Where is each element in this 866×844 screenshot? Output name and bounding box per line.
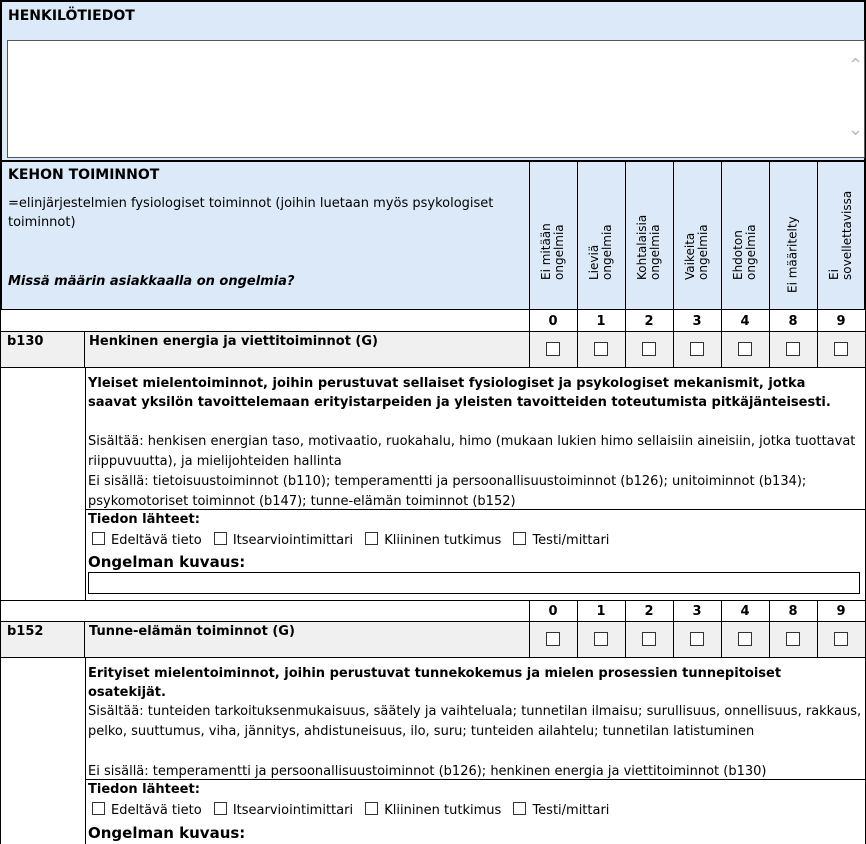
grid-line — [769, 162, 770, 368]
scale-column-label: Kohtalaisia ongelmia — [635, 214, 662, 280]
severity-checkbox[interactable] — [690, 342, 704, 356]
severity-checkbox[interactable] — [546, 342, 560, 356]
problem-question: Missä määrin asiakkaalla on ongelmia? — [8, 274, 295, 289]
sources-title: Tiedon lähteet: — [88, 512, 200, 527]
item-includes: Sisältää: henkisen energian taso, motivaatio, ruokahalu, himo (mukaan lukien himo sellaisiin aineisiin, jotka tuottavat riippuvuutta), ja mielijohteiden hallinta — [88, 434, 856, 469]
item-includes: Sisältää: tunteiden tarkoituksenmukaisuus, säätely ja vaihteluala; tunnetilan ilmaisu; surullisuus, onnellisuus, rakkaus, pelko, suuttumus, viha, jännitys, ahdistuneisuus, ilo, suru; tunteiden ailahtelu; tunnetilan latistuminen — [88, 704, 862, 739]
checkbox[interactable] — [214, 802, 227, 815]
scale-column-label: Vaikeita ongelmia — [683, 224, 710, 280]
scale-code: 0 — [548, 314, 558, 329]
personal-section — [0, 0, 866, 162]
severity-checkbox[interactable] — [546, 632, 560, 646]
grid-line — [721, 162, 722, 368]
problem-desc-input[interactable] — [88, 572, 860, 594]
severity-checkbox[interactable] — [786, 632, 800, 646]
scale-column-header — [673, 162, 721, 310]
source-option[interactable]: Kliininen tutkimus — [365, 533, 501, 548]
item-name: Tunne-elämän toiminnot (G) — [89, 624, 295, 639]
scale-column-header — [769, 162, 817, 310]
item-code: b152 — [7, 624, 44, 639]
scale-column-label: Ei mitään ongelmia — [539, 223, 566, 280]
checkbox[interactable] — [513, 802, 526, 815]
source-option[interactable]: Itsearviointimittari — [214, 533, 353, 548]
item-row-b152 — [0, 622, 866, 658]
scale-code: 0 — [548, 604, 558, 619]
checkbox[interactable] — [365, 532, 378, 545]
source-option[interactable]: Testi/mittari — [513, 533, 609, 548]
sources-title: Tiedon lähteet: — [88, 782, 200, 797]
scale-column-header — [817, 162, 865, 310]
grid-line — [529, 162, 530, 368]
grid-line — [625, 162, 626, 368]
severity-checkbox[interactable] — [834, 342, 848, 356]
personal-title: HENKILÖTIEDOT — [8, 8, 135, 24]
scale-code: 2 — [644, 604, 654, 619]
item-code: b130 — [7, 334, 44, 349]
checkbox[interactable] — [365, 802, 378, 815]
source-option[interactable]: Edeltävä tieto — [92, 803, 202, 818]
scale-code: 8 — [788, 604, 798, 619]
sources-section — [86, 779, 866, 821]
severity-checkbox[interactable] — [834, 632, 848, 646]
item-excludes: Ei sisällä: tietoisuustoiminnot (b110); temperamentti ja persoonallisuustoiminnot (b126); unitoiminnot (b134); psykomotoriset toiminnot (b147); tunne-elämän toiminnot (b152) — [88, 474, 807, 509]
sources-options — [92, 532, 617, 548]
item-detail-body — [85, 658, 866, 844]
item-name: Henkinen energia ja viettitoiminnot (G) — [89, 334, 378, 349]
scale-code: 8 — [788, 314, 798, 329]
item-description: Yleiset mielentoiminnot, joihin perustuvat sellaiset fysiologiset ja psykologiset mekanismit, jotka saavat yksilön tavoittelemaan erityistarpeiden ja yleisten tavoitteiden toteutumista pitkäjänteisesti. — [88, 376, 831, 410]
scroll-down-icon[interactable]: ⌄ — [848, 119, 864, 140]
scroll-up-icon[interactable]: ⌃ — [848, 55, 864, 76]
item-excludes: Ei sisällä: temperamentti ja persoonallisuustoiminnot (b126); henkinen energia ja viettitoiminnot (b130) — [88, 764, 767, 779]
scale-code: 9 — [836, 314, 846, 329]
checkbox[interactable] — [214, 532, 227, 545]
grid-line — [84, 332, 85, 368]
personal-textarea[interactable] — [7, 40, 865, 158]
grid-line — [577, 162, 578, 368]
scale-column-header — [529, 162, 577, 310]
severity-checkbox[interactable] — [786, 342, 800, 356]
item-detail-b130 — [0, 368, 866, 600]
source-option[interactable]: Testi/mittari — [513, 803, 609, 818]
scale-column-header — [577, 162, 625, 310]
scale-code: 1 — [596, 314, 606, 329]
scale-column-label: Ei määritelty — [785, 216, 800, 293]
item-description: Erityiset mielentoiminnot, joihin perustuvat tunnekokemus ja mielen prosessien tunnepitoiset osatekijät. — [88, 666, 782, 700]
checkbox[interactable] — [92, 802, 105, 815]
grid-line — [817, 162, 818, 368]
sources-options — [92, 802, 617, 818]
item-detail-body — [85, 368, 866, 600]
severity-checkbox[interactable] — [594, 632, 608, 646]
severity-checkbox[interactable] — [690, 632, 704, 646]
body-functions-title: KEHON TOIMINNOT — [8, 167, 160, 183]
severity-checkbox[interactable] — [594, 342, 608, 356]
problem-desc-title: Ongelman kuvaus: — [88, 553, 246, 571]
sources-section — [86, 509, 866, 551]
scale-code: 4 — [740, 604, 750, 619]
scale-code: 9 — [836, 604, 846, 619]
grid-line — [84, 622, 85, 658]
scale-code: 1 — [596, 604, 606, 619]
source-option[interactable]: Edeltävä tieto — [92, 533, 202, 548]
severity-checkbox[interactable] — [738, 342, 752, 356]
checkbox[interactable] — [513, 532, 526, 545]
source-option[interactable]: Itsearviointimittari — [214, 803, 353, 818]
scale-column-label: Lieviä ongelmia — [587, 224, 614, 280]
item-detail-b152 — [0, 658, 866, 844]
scale-column-header — [625, 162, 673, 310]
severity-checkbox[interactable] — [642, 632, 656, 646]
scale-column-label: Ehdoton ongelmia — [731, 224, 758, 280]
body-functions-definition: =elinjärjestelmien fysiologiset toiminnot (joihin luetaan myös psykologiset toiminnot) — [8, 196, 494, 230]
scale-code: 3 — [692, 604, 702, 619]
scale-column-header — [721, 162, 769, 310]
source-option[interactable]: Kliininen tutkimus — [365, 803, 501, 818]
severity-checkbox[interactable] — [642, 342, 656, 356]
problem-desc-title: Ongelman kuvaus: — [88, 824, 246, 842]
scale-column-label: Ei sovellettavissa — [827, 190, 854, 280]
item-row-b130 — [0, 332, 866, 368]
checkbox[interactable] — [92, 532, 105, 545]
scale-code: 4 — [740, 314, 750, 329]
scale-code: 3 — [692, 314, 702, 329]
textarea-scrollbar[interactable] — [844, 41, 864, 157]
severity-checkbox[interactable] — [738, 632, 752, 646]
scale-code: 2 — [644, 314, 654, 329]
grid-line — [673, 162, 674, 368]
